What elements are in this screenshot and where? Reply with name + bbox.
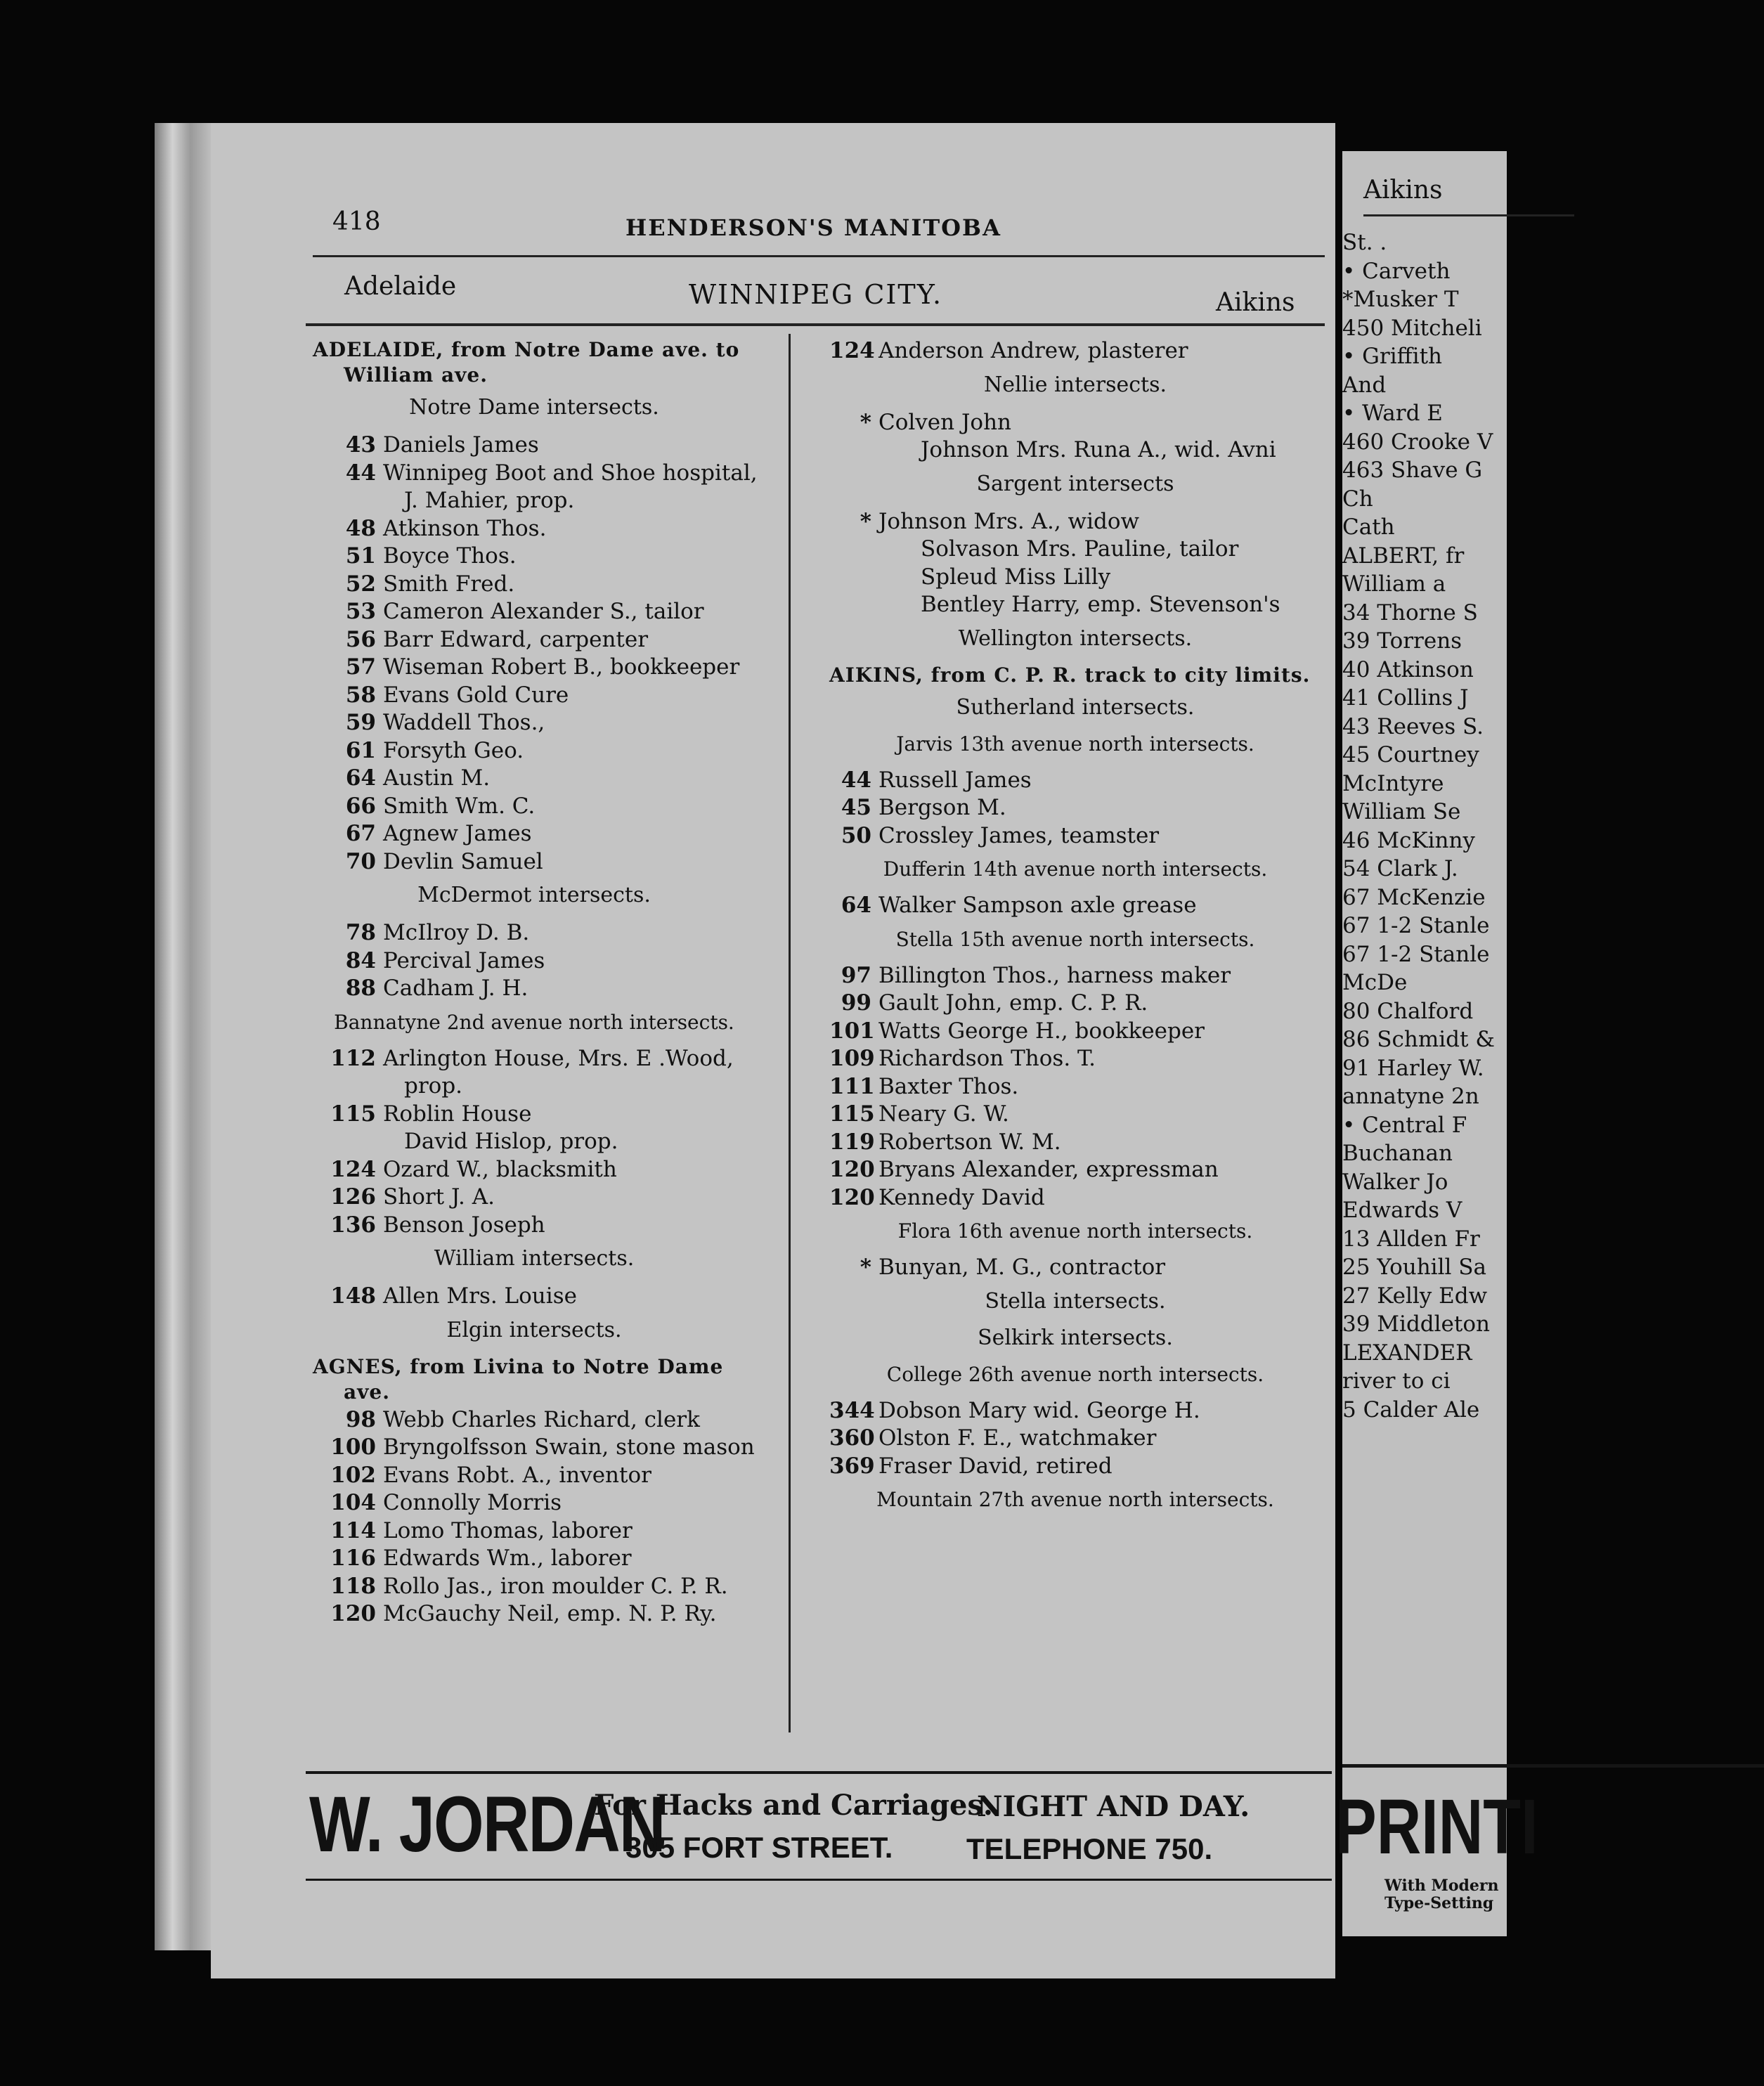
resident-name: McIlroy D. B. (383, 920, 530, 945)
directory-entry (829, 1018, 1321, 1046)
advert-name: W. JORDAN (309, 1780, 665, 1868)
facing-advert-tagline-1: With Modern (1384, 1877, 1499, 1895)
directory-entry (313, 820, 755, 848)
intersection-line: Notre Dame intersects. (409, 395, 659, 420)
house-number: 59 (345, 710, 376, 735)
facing-entry: 39 Middleton (1342, 1311, 1490, 1337)
resident-name: Cameron Alexander S., tailor (383, 599, 704, 624)
directory-entry (313, 1045, 755, 1073)
house-number: 67 (345, 821, 376, 846)
facing-entry: 39 Torrens (1342, 628, 1463, 654)
resident-name: Johnson Mrs. A., widow (878, 508, 1140, 534)
directory-entry (313, 626, 755, 654)
directory-entry (313, 1212, 755, 1240)
street-heading: AIKINS, from C. P. R. track to city limits. (829, 663, 1311, 687)
directory-entry (313, 543, 755, 571)
facing-entry: 25 Youhill Sa (1342, 1255, 1486, 1280)
directory-entry (829, 1254, 1321, 1282)
directory-entry (313, 598, 755, 626)
facing-entry: 67 1-2 Stanle (1342, 913, 1490, 938)
middle-column (829, 337, 1321, 1522)
resident-name: Boyce Thos. (383, 543, 517, 569)
house-number: 111 (829, 1073, 875, 1099)
resident-name: Smith Fred. (383, 571, 515, 597)
facing-entry: • Griffith (1342, 344, 1442, 369)
running-title: HENDERSON'S MANITOBA (625, 214, 1001, 241)
directory-entry (313, 793, 755, 821)
resident-name: Kennedy David (878, 1184, 1045, 1210)
house-number: 120 (829, 1184, 875, 1210)
left-column (313, 337, 758, 1628)
guide-word-left: Adelaide (344, 272, 457, 301)
directory-entry (313, 947, 755, 976)
resident-name: Billington Thos., harness maker (878, 962, 1231, 988)
directory-entry (313, 1156, 755, 1184)
facing-advert-tagline-2: Type-Setting (1384, 1894, 1494, 1912)
facing-entry: 27 Kelly Edw (1342, 1283, 1488, 1309)
house-number: 50 (841, 822, 871, 848)
resident-name: Arlington House, Mrs. E .Wood, (383, 1045, 734, 1071)
facing-entry: 86 Schmidt & (1342, 1027, 1495, 1052)
house-number: 112 (330, 1045, 376, 1071)
intersection-line: Wellington intersects. (958, 626, 1193, 651)
directory-entry (313, 848, 755, 876)
house-number: 126 (330, 1184, 376, 1210)
facing-entry: river to ci (1342, 1368, 1451, 1394)
house-number: 124 (829, 338, 875, 363)
house-number: 78 (345, 920, 376, 945)
house-number: 104 (330, 1490, 376, 1515)
facing-entry: McIntyre (1342, 770, 1444, 796)
house-number: 97 (841, 962, 871, 988)
house-number: 70 (345, 848, 376, 874)
directory-entry (313, 571, 755, 599)
resident-name: Bergson M. (878, 795, 1006, 820)
directory-entry (313, 460, 758, 488)
directory-entry (829, 409, 1321, 437)
directory-entry (313, 1600, 755, 1628)
house-number: 56 (345, 626, 376, 652)
house-number: 51 (345, 543, 376, 569)
facing-title-rule (1363, 214, 1574, 216)
house-number: 369 (829, 1453, 875, 1479)
directory-entry (313, 1573, 755, 1601)
header-rule (313, 255, 1325, 257)
house-number: * (860, 508, 871, 534)
house-number: 43 (345, 432, 376, 458)
resident-name: Robertson W. M. (878, 1129, 1061, 1155)
directory-entry (313, 432, 755, 460)
house-number: 48 (345, 515, 376, 541)
facing-entry: William Se (1342, 799, 1461, 824)
directory-entry (829, 1453, 1321, 1481)
house-number: 57 (345, 654, 376, 680)
directory-entry (829, 1184, 1321, 1212)
intersection-line: Sargent intersects (976, 471, 1174, 496)
resident-name: Olston F. E., watchmaker (878, 1425, 1157, 1451)
directory-entry (829, 1129, 1321, 1157)
facing-page (1335, 151, 1538, 1936)
house-number: 120 (330, 1601, 376, 1626)
directory-entry (313, 682, 755, 710)
facing-entry: Buchanan (1342, 1141, 1453, 1166)
house-number: 64 (345, 765, 376, 791)
advert-address: 305 FORT STREET. (625, 1831, 893, 1864)
entry-continuation: Johnson Mrs. Runa A., wid. Avni (921, 437, 1276, 462)
intersection-line: Flora 16th avenue north intersects. (897, 1219, 1253, 1243)
directory-entry (829, 1101, 1321, 1129)
house-number: 118 (330, 1573, 376, 1599)
resident-name: Forsyth Geo. (383, 737, 524, 763)
facing-entry: 67 McKenzie (1342, 884, 1486, 910)
facing-advert-word: PRINTI (1335, 1784, 1538, 1870)
entry-continuation: J. Mahier, prop. (404, 488, 575, 513)
city-title: WINNIPEG CITY. (689, 279, 943, 310)
intersection-line: McDermot intersects. (417, 883, 651, 907)
directory-entry (829, 990, 1321, 1018)
directory-entry (829, 1397, 1321, 1425)
column-divider (789, 334, 791, 1732)
directory-entry (313, 1545, 755, 1573)
entry-continuation: Bentley Harry, emp. Stevenson's (921, 592, 1280, 617)
facing-entry: Edwards V (1342, 1198, 1463, 1223)
street-heading: AGNES, from Livina to Notre Dame ave. (313, 1354, 724, 1404)
resident-name: Connolly Morris (383, 1490, 562, 1515)
resident-name: Atkinson Thos. (383, 515, 547, 541)
resident-name: Lomo Thomas, laborer (383, 1517, 633, 1543)
intersection-line: William intersects. (434, 1246, 635, 1271)
entry-continuation: David Hislop, prop. (404, 1129, 618, 1154)
directory-entry (313, 515, 755, 543)
directory-entry (313, 1406, 755, 1434)
facing-entry: LEXANDER (1342, 1340, 1472, 1366)
facing-entry: 46 McKinny (1342, 827, 1475, 853)
house-number: 44 (345, 460, 376, 486)
resident-name: Webb Charles Richard, clerk (383, 1406, 700, 1432)
resident-name: Winnipeg Boot and Shoe hospital, (383, 460, 758, 486)
directory-entry (313, 1184, 755, 1212)
resident-name: Anderson Andrew, plasterer (878, 338, 1188, 363)
facing-advert-rule (1342, 1764, 1764, 1768)
directory-entry (829, 892, 1321, 920)
resident-name: Edwards Wm., laborer (383, 1546, 632, 1571)
facing-entry: 40 Atkinson (1342, 656, 1474, 682)
resident-name: McGauchy Neil, emp. N. P. Ry. (383, 1601, 717, 1626)
resident-name: Austin M. (383, 765, 491, 791)
resident-name: Walker Sampson axle grease (878, 893, 1197, 918)
resident-name: Devlin Samuel (383, 848, 543, 874)
facing-entry: St. . (1342, 230, 1387, 255)
directory-entry (829, 794, 1321, 822)
intersection-line: Dufferin 14th avenue north intersects. (883, 857, 1268, 881)
house-number: 99 (841, 990, 871, 1016)
directory-entry (829, 508, 1321, 536)
intersection-line: Stella intersects. (985, 1288, 1166, 1314)
facing-entry: 67 1-2 Stanle (1342, 941, 1490, 967)
intersection-line: Jarvis 13th avenue north intersects. (896, 732, 1254, 756)
resident-name: Barr Edward, carpenter (383, 626, 649, 652)
street-heading: ADELAIDE, from Notre Dame ave. to William ave. (313, 338, 740, 387)
resident-name: Dobson Mary wid. George H. (878, 1397, 1200, 1423)
facing-entry: • Ward E (1342, 401, 1443, 426)
facing-entry: annatyne 2n (1342, 1084, 1479, 1109)
directory-entry (313, 975, 755, 1003)
resident-name: Agnew James (383, 821, 532, 846)
intersection-line: Mountain 27th avenue north intersects. (876, 1488, 1274, 1511)
house-number: 61 (345, 737, 376, 763)
page-number: 418 (332, 207, 381, 236)
facing-entry: *Musker T (1342, 287, 1459, 312)
facing-entry: Cath (1342, 514, 1395, 540)
house-number: 136 (330, 1212, 376, 1238)
directory-entry (829, 1156, 1321, 1184)
advert-rule-bottom (306, 1879, 1332, 1881)
directory-entry (829, 822, 1321, 850)
facing-entry: ALBERT, fr (1342, 543, 1465, 569)
house-number: 98 (345, 1406, 376, 1432)
house-number: * (860, 1255, 871, 1280)
resident-name: Wiseman Robert B., bookkeeper (383, 654, 740, 680)
facing-entry: 13 Allden Fr (1342, 1226, 1480, 1252)
facing-entry: William a (1342, 571, 1446, 597)
directory-entry (313, 1462, 755, 1490)
directory-entry (313, 1489, 755, 1517)
resident-name: Rollo Jas., iron moulder C. P. R. (383, 1573, 728, 1599)
house-number: 101 (829, 1018, 875, 1044)
resident-name: Gault John, emp. C. P. R. (878, 990, 1148, 1016)
resident-name: Bryngolfsson Swain, stone mason (383, 1434, 755, 1460)
intersection-line: Nellie intersects. (983, 372, 1167, 397)
house-number: 44 (841, 767, 871, 793)
advert-hours: NIGHT AND DAY. (977, 1790, 1250, 1823)
intersection-line: Sutherland intersects. (956, 694, 1195, 720)
facing-entry: Ch (1342, 486, 1373, 512)
facing-entry: Walker Jo (1342, 1169, 1448, 1195)
guide-word-right: Aikins (1216, 288, 1295, 317)
entry-continuation: Solvason Mrs. Pauline, tailor (921, 536, 1239, 562)
resident-name: Roblin House (383, 1101, 532, 1127)
resident-name: Richardson Thos. T. (878, 1046, 1096, 1071)
house-number: 52 (345, 571, 376, 597)
directory-entry (829, 767, 1321, 795)
house-number: 115 (330, 1101, 376, 1127)
house-number: 58 (345, 682, 376, 708)
facing-entry: • Carveth (1342, 258, 1451, 284)
advert-service: For Hacks and Carriages. (594, 1789, 993, 1822)
facing-entry: McDe (1342, 970, 1408, 995)
directory-entry (313, 1283, 755, 1311)
directory-entry (829, 1425, 1321, 1453)
resident-name: Evans Robt. A., inventor (383, 1462, 651, 1488)
resident-name: Russell James (878, 767, 1032, 793)
page-edge (155, 123, 214, 1950)
house-number: 120 (829, 1157, 875, 1182)
resident-name: Daniels James (383, 432, 539, 458)
intersection-line: Elgin intersects. (446, 1317, 622, 1342)
resident-name: Waddell Thos., (383, 710, 545, 735)
directory-entry (829, 337, 1321, 365)
directory-entry (313, 1517, 755, 1546)
house-number: 344 (829, 1397, 875, 1423)
directory-entry (313, 1434, 755, 1462)
resident-name: Benson Joseph (383, 1212, 545, 1238)
advert-rule-top (306, 1771, 1332, 1774)
resident-name: Watts George H., bookkeeper (878, 1018, 1205, 1044)
facing-entry: And (1342, 372, 1387, 398)
house-number: * (860, 409, 871, 435)
house-number: 66 (345, 793, 376, 819)
resident-name: Allen Mrs. Louise (383, 1283, 577, 1309)
directory-entry (829, 962, 1321, 990)
resident-name: Bryans Alexander, expressman (878, 1157, 1219, 1182)
intersection-line: Selkirk intersects. (978, 1325, 1173, 1350)
directory-entry (313, 1101, 755, 1129)
resident-name: Cadham J. H. (383, 976, 528, 1001)
house-number: 124 (330, 1156, 376, 1182)
resident-name: Percival James (383, 947, 545, 973)
facing-entry: 463 Shave G (1342, 458, 1483, 483)
facing-entry: 41 Collins J (1342, 685, 1469, 711)
entry-continuation: prop. (404, 1073, 463, 1099)
intersection-line: College 26th avenue north intersects. (886, 1362, 1264, 1386)
resident-name: Evans Gold Cure (383, 682, 569, 708)
resident-name: Short J. A. (383, 1184, 495, 1210)
directory-page (211, 123, 1335, 1978)
directory-entry (829, 1045, 1321, 1073)
directory-entry (313, 765, 755, 793)
house-number: 84 (345, 947, 376, 973)
directory-entry (313, 919, 755, 947)
facing-guide-word: Aikins (1363, 176, 1443, 205)
intersection-line: Bannatyne 2nd avenue north intersects. (334, 1010, 734, 1034)
facing-entry: • Central F (1342, 1112, 1467, 1138)
house-number: 114 (330, 1517, 376, 1543)
house-number: 45 (841, 795, 871, 820)
resident-name: Smith Wm. C. (383, 793, 536, 819)
advert-telephone: TELEPHONE 750. (966, 1832, 1213, 1865)
directory-entry (829, 1073, 1321, 1101)
resident-name: Baxter Thos. (878, 1073, 1019, 1099)
facing-entry: 450 Mitcheli (1342, 315, 1482, 341)
directory-entry (313, 709, 755, 737)
facing-entry: 43 Reeves S. (1342, 713, 1484, 739)
facing-entry: 54 Clark J. (1342, 856, 1458, 881)
house-number: 53 (345, 599, 376, 624)
facing-entry: 80 Chalford (1342, 998, 1474, 1024)
resident-name: Neary G. W. (878, 1101, 1009, 1127)
facing-entry: 45 Courtney (1342, 742, 1479, 767)
house-number: 102 (330, 1462, 376, 1488)
resident-name: Ozard W., blacksmith (383, 1156, 617, 1182)
house-number: 148 (330, 1283, 376, 1309)
house-number: 116 (330, 1546, 376, 1571)
title-rule (306, 323, 1325, 326)
house-number: 100 (330, 1434, 376, 1460)
resident-name: Fraser David, retired (878, 1453, 1113, 1479)
intersection-line: Stella 15th avenue north intersects. (895, 927, 1255, 951)
house-number: 88 (345, 976, 376, 1001)
facing-column (1342, 228, 1764, 1424)
house-number: 119 (829, 1129, 875, 1155)
resident-name: Colven John (878, 409, 1011, 435)
entry-continuation: Spleud Miss Lilly (921, 564, 1111, 590)
facing-entry: 460 Crooke V (1342, 429, 1493, 455)
house-number: 115 (829, 1101, 875, 1127)
resident-name: Bunyan, M. G., contractor (878, 1255, 1166, 1280)
facing-entry: 34 Thorne S (1342, 600, 1478, 626)
facing-entry: 91 Harley W. (1342, 1055, 1484, 1081)
house-number: 64 (841, 893, 871, 918)
resident-name: Crossley James, teamster (878, 822, 1160, 848)
directory-entry (313, 654, 755, 682)
facing-entry: 5 Calder Ale (1342, 1397, 1480, 1423)
directory-entry (313, 737, 755, 765)
house-number: 109 (829, 1046, 875, 1071)
house-number: 360 (829, 1425, 875, 1451)
